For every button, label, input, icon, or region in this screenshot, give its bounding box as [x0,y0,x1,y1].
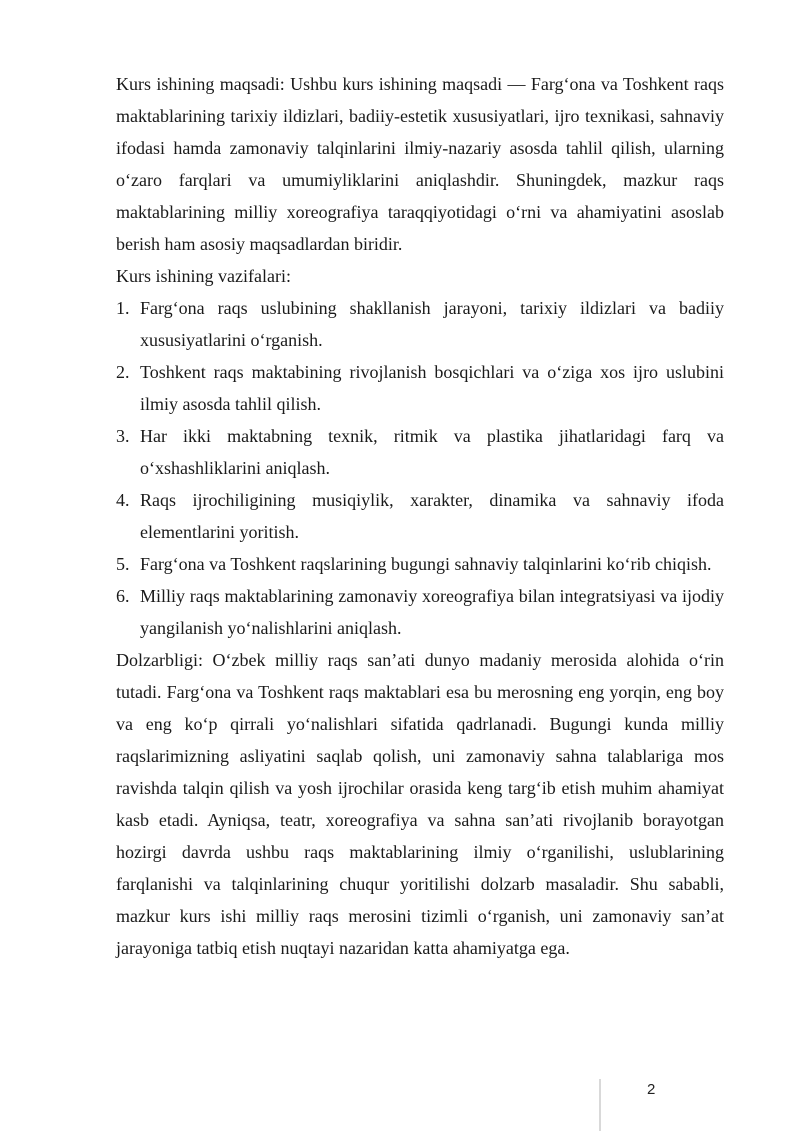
page-body [116,68,724,964]
tasks-list [116,292,724,644]
tasks-heading: Kurs ishining vazifalari: [116,266,291,286]
list-item-number: 2. [116,362,130,382]
list-item-text: Milliy raqs maktablarining zamonaviy xoreografiya bilan integratsiyasi va ijodiy yangilanish yo‘nalishlarini aniqlash. [140,586,724,638]
list-item [116,548,724,580]
list-item [116,356,724,420]
page-divider [599,1079,601,1131]
page-number: 2 [647,1081,656,1098]
relevance-paragraph: Dolzarbligi: O‘zbek milliy raqs san’ati dunyo madaniy merosida alohida o‘rin tutadi. Farg‘ona va Toshkent raqs maktablari esa bu merosning eng yorqin, eng boy va eng ko‘p qirrali yo‘nalishlari sifatida qadrlanadi. Bugungi kunda milliy raqslarimizning asliyatini saqlab qolish, uni zamonaviy sahna talablariga mos ravishda talqin qilish va yosh ijrochilar orasida keng targ‘ib etish muhim ahamiyat kasb etadi. Ayniqsa, teatr, xoreografiya va sahna san’ati rivojlanib borayotgan hozirgi davrda ushbu raqs maktablarining ilmiy o‘rganilishi, uslublarining farqlanishi va talqinlarining chuqur yoritilishi dolzarb masaladir. Shu sababli, mazkur kurs ishi milliy raqs merosini tizimli o‘rganish, uni zamonaviy san’at jarayoniga tatbiq etish nuqtayi nazaridan katta ahamiyatga ega. [116,650,724,958]
list-item-number: 4. [116,490,130,510]
list-item [116,580,724,644]
list-item [116,420,724,484]
list-item-number: 3. [116,426,130,446]
list-item-text: Har ikki maktabning texnik, ritmik va plastika jihatlaridagi farq va o‘xshashliklarini aniqlash. [140,426,724,478]
list-item [116,292,724,356]
list-item-number: 5. [116,554,130,574]
list-item-text: Raqs ijrochiligining musiqiylik, xarakter, dinamika va sahnaviy ifoda elementlarini yoritish. [140,490,724,542]
list-item-text: Toshkent raqs maktabining rivojlanish bosqichlari va o‘ziga xos ijro uslubini ilmiy asosda tahlil qilish. [140,362,724,414]
list-item-text: Farg‘ona va Toshkent raqslarining bugungi sahnaviy talqinlarini ko‘rib chiqish. [140,554,712,574]
list-item-text: Farg‘ona raqs uslubining shakllanish jarayoni, tarixiy ildizlari va badiiy xususiyatlarini o‘rganish. [140,298,724,350]
list-item [116,484,724,548]
list-item-number: 6. [116,586,130,606]
list-item-number: 1. [116,298,130,318]
goal-paragraph: Kurs ishining maqsadi: Ushbu kurs ishining maqsadi — Farg‘ona va Toshkent raqs maktablarining tarixiy ildizlari, badiiy-estetik xususiyatlari, ijro texnikasi, sahnaviy ifodasi hamda zamonaviy talqinlarini ilmiy-nazariy asosda tahlil qilish, ularning o‘zaro farqlari va umumiyliklarini aniqlashdir. Shuningdek, mazkur raqs maktablarining milliy xoreografiya taraqqiyotidagi o‘rni va ahamiyatini asoslab berish ham asosiy maqsadlardan biridir. [116,74,724,254]
